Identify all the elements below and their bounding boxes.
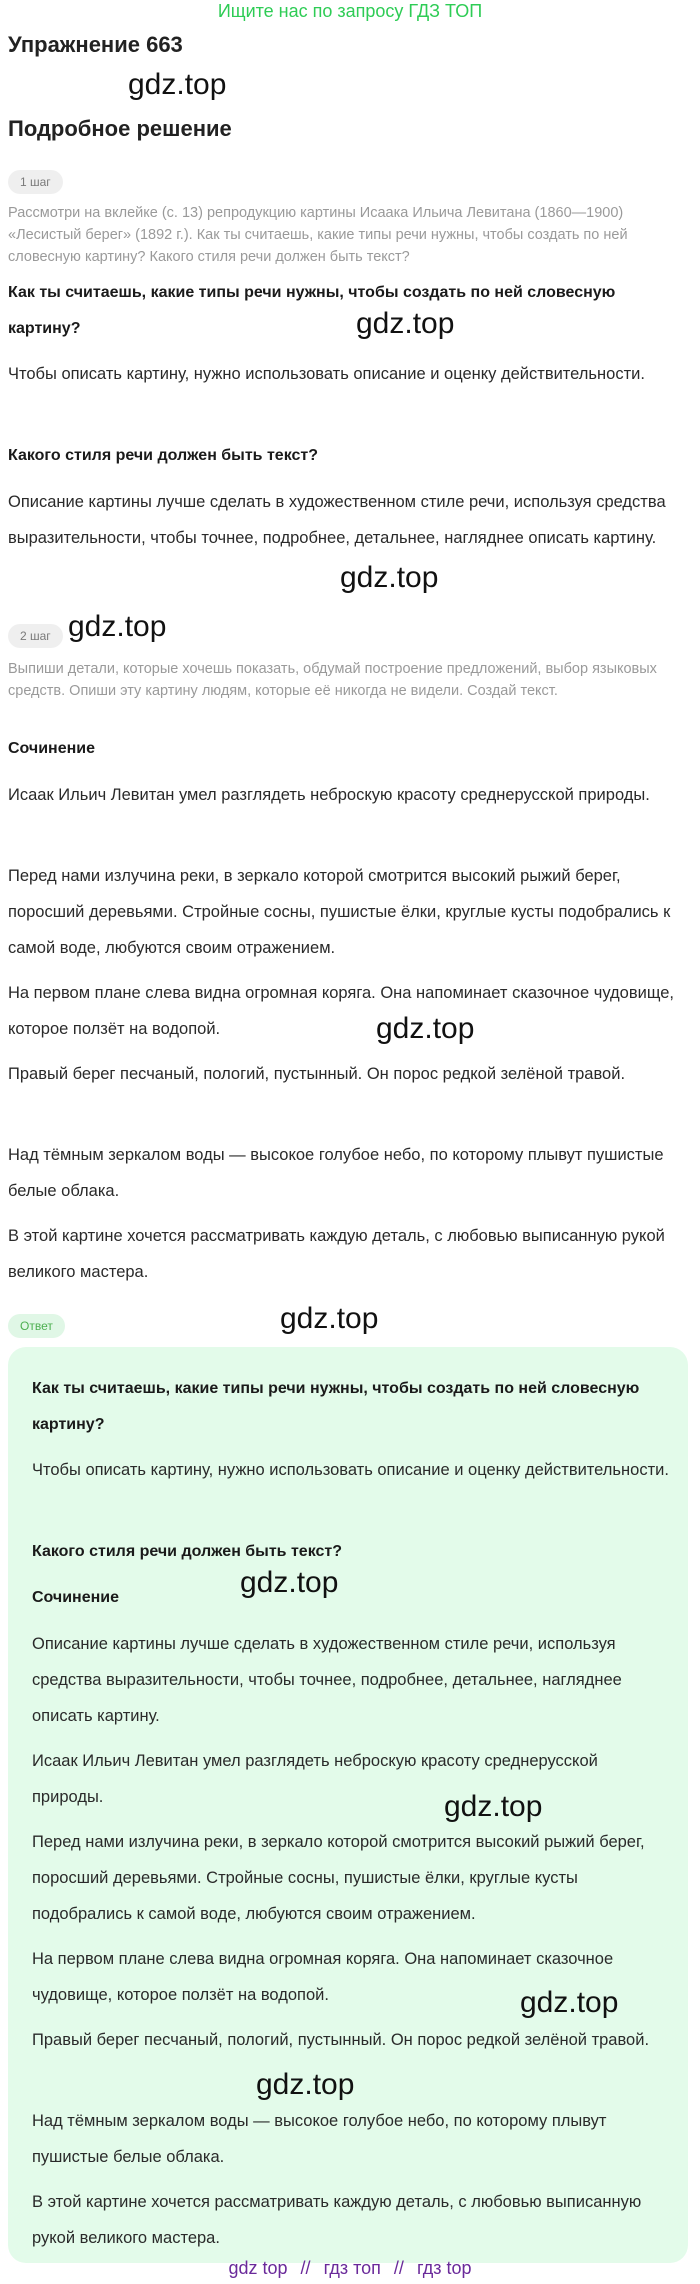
essay-paragraph: Исаак Ильич Левитан умел разглядеть неброскую красоту среднерусской природы.	[8, 786, 650, 804]
footer-separator: //	[393, 2258, 404, 2278]
essay-paragraph: В этой картине хочется рассматривать каждую деталь, с любовью выписанную рукой великого мастера.	[8, 1227, 665, 1281]
answer-paragraph: Над тёмным зеркалом воды — высокое голубое небо, по которому плывут пушистые белые облака.	[32, 2112, 607, 2166]
answer-question-2: Какого стиля речи должен быть текст?	[32, 1543, 342, 1560]
step-1-answer-2: Описание картины лучше сделать в художественном стиле речи, используя средства выразительности, чтобы точнее, подробнее, детальнее, нагляднее описать картину.	[8, 493, 666, 547]
answer-text-2: Описание картины лучше сделать в художественном стиле речи, используя средства выразительности, чтобы точнее, подробнее, детальнее, нагляднее описать картину.	[32, 1635, 622, 1725]
footer-link-gdz-top-ru[interactable]: гдз топ	[323, 2258, 381, 2278]
answer-paragraph: На первом плане слева видна огромная коряга. Она напоминает сказочное чудовище, которое ползёт на водопой.	[32, 1950, 614, 2004]
answer-text-1: Чтобы описать картину, нужно использовать описание и оценку действительности.	[32, 1461, 669, 1479]
watermark: gdz.top	[68, 610, 167, 643]
watermark: gdz.top	[376, 1012, 475, 1045]
answer-paragraph: Исаак Ильич Левитан умел разглядеть неброскую красоту среднерусской природы.	[32, 1752, 598, 1806]
watermark: gdz.top	[240, 1566, 339, 1599]
answer-paragraph: В этой картине хочется рассматривать каждую деталь, с любовью выписанную рукой великого мастера.	[32, 2193, 642, 2247]
answer-heading: Сочинение	[32, 1589, 120, 1606]
watermark: gdz.top	[256, 2068, 355, 2101]
step-2-badge: 2 шаг	[8, 624, 63, 648]
essay-paragraph: Над тёмным зеркалом воды — высокое голубое небо, по которому плывут пушистые белые облака.	[8, 1146, 664, 1200]
watermark: gdz.top	[356, 307, 455, 340]
footer-links	[0, 2258, 700, 2279]
search-banner: Ищите нас по запросу ГДЗ ТОП	[217, 1, 483, 21]
page-title: Упражнение 663	[8, 32, 183, 57]
answer-paragraph: Правый берег песчаный, пологий, пустынный. Он порос редкой зелёной травой.	[32, 2031, 650, 2049]
footer-separator: //	[300, 2258, 311, 2278]
answer-question-1: Как ты считаешь, какие типы речи нужны, чтобы создать по ней словесную картину?	[32, 1380, 640, 1433]
step-1-answer-1: Чтобы описать картину, нужно использовать описание и оценку действительности.	[8, 365, 645, 383]
watermark: gdz.top	[520, 1986, 619, 2019]
footer-link-gdz-top-mixed[interactable]: гдз top	[416, 2258, 472, 2278]
step-1-task: Рассмотри на вклейке (с. 13) репродукцию картины Исаака Ильича Левитана (1860—1900) «Лесистый берег» (1892 г.). Как ты считаешь, какие типы речи нужны, чтобы создать по ней словесную картину? Какого стиля речи должен быть текст?	[8, 205, 628, 265]
answer-paragraph: Перед нами излучина реки, в зеркало которой смотрится высокий рыжий берег, поросший деревьями. Стройные сосны, пушистые ёлки, круглые кусты подобрались к самой воде, любуются своим отражением.	[32, 1833, 645, 1923]
step-1-question-2: Какого стиля речи должен быть текст?	[8, 447, 318, 464]
answer-badge: Ответ	[8, 1314, 65, 1338]
step-1-question-1: Как ты считаешь, какие типы речи нужны, чтобы создать по ней словесную картину?	[8, 284, 616, 337]
step-1-badge: 1 шаг	[8, 170, 63, 194]
essay-paragraph: На первом плане слева видна огромная коряга. Она напоминает сказочное чудовище, которое ползёт на водопой.	[8, 984, 674, 1038]
step-2-task: Выпиши детали, которые хочешь показать, обдумай построение предложений, выбор языковых средств. Опиши эту картину людям, которые её никогда не видели. Создай текст.	[8, 661, 657, 699]
essay-paragraph: Перед нами излучина реки, в зеркало которой смотрится высокий рыжий берег, поросший деревьями. Стройные сосны, пушистые ёлки, круглые кусты подобрались к самой воде, любуются своим отражением.	[8, 867, 671, 957]
watermark: gdz.top	[128, 68, 227, 101]
watermark: gdz.top	[280, 1302, 379, 1335]
step-2-heading: Сочинение	[8, 740, 96, 757]
watermark: gdz.top	[340, 561, 439, 594]
footer-link-gdz-top[interactable]: gdz top	[228, 2258, 288, 2278]
section-title: Подробное решение	[8, 116, 232, 141]
watermark: gdz.top	[444, 1790, 543, 1823]
essay-paragraph: Правый берег песчаный, пологий, пустынный. Он порос редкой зелёной травой.	[8, 1065, 626, 1083]
